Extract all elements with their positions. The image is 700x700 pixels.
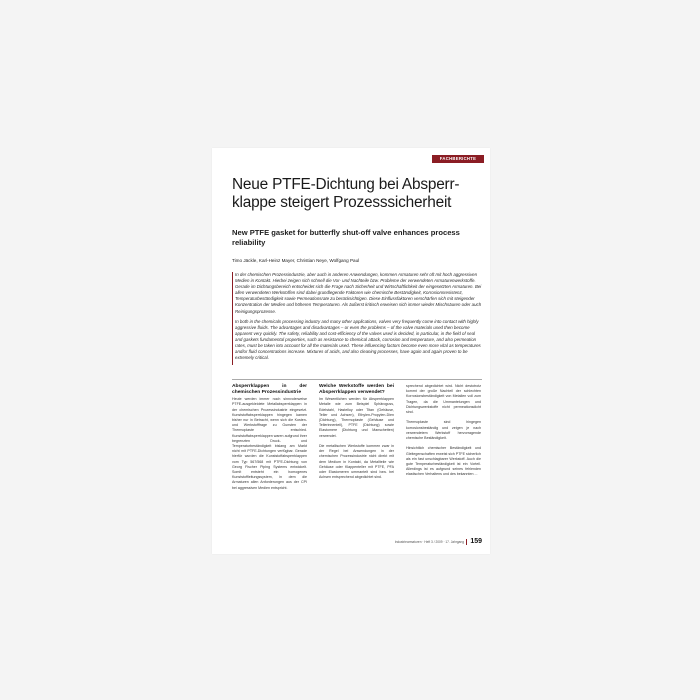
- column-text: Im Wesentlichen werden für Absperrklappen Metalle wie zum Beispiel Sphäroguss, Edelstahl, Hastelloy oder Titan (Gehäuse, Teller und Achsen), Ethylen-Propylen-Dien (Dichtung), Thermoplaste (Gehäuse und Tellerinnenteil), PTFE (Dichtung) sowie Elastomere (Dichtung und Manschetten) verwendet. Die metallischen Werkstoffe kommen zwar in der Regel bei Anwendungen in der chemischen Prozessindustrie nicht direkt mit dem Medium in Kontakt, da Metallteile wie Gehäuse oder Klappenteller mit PTFE, PFA oder Elastomeren ummantelt sind bzw. bei Achsen entsprechend abgedichtet sind.: [319, 397, 394, 480]
- page-footer: [357, 538, 482, 546]
- body-column-2: [319, 384, 394, 483]
- footer-accent-bar: [466, 539, 467, 545]
- column-divider: [232, 379, 482, 380]
- body-column-1: [232, 384, 307, 494]
- body-column-3: [406, 384, 481, 481]
- article-page: [212, 148, 490, 554]
- page-number: 159: [470, 538, 482, 545]
- column-text: Heute werden immer noch sinnvolerweise PTFE-ausgekleidete Metallabsperrklappen in der chemischen Prozessindustrie eingesetzt. Kunststoffabsperrklappen hingegen kamen bisher nur in Betracht, wenn sich die Kosten- und Werkstofffrage zu Gunsten der Thermoplaste entschied. Kunststoffabsperrklappen waren aufgrund ihrer begrenzten Druck- und Temperaturbeständigkeit bislang am Markt nicht mit PTFE-Dichtungen verfügbar. Gerade hierfür wurden die Kunststoffabsperrklappen vom Typ 567/568 mit PTFE-Dichtung von Georg Fischer Piping Systems entwickelt. Somit entsteht ein homogenes Kunststoffleitungssystem, in dem die Armaturen allen Anforderungen aus der CPI bei aggressiven Medien entspricht.: [232, 397, 307, 490]
- abstract: [232, 272, 482, 365]
- abstract-english: In both in the chemicals processing industry and many other applications, valves very frequently come into contact with highly aggressive fluids. The advantages and disadvantages – or even the problems – of the valve materials used then become apparent very quickly. The safety, reliability and cost-efficiency of the valves used is decided, in particular, in the field of seal and gaskets fundamental properties, such as resistance to chemical attack, corrosion and temperature, and also permeation rates, must be taken into account for all the materials used. These influencing factors become even more vital as temperatures and/or fluid concentrations increase. Mixtures of acids, and also cleaning processes, have again and again proven to be extremely critical.: [235, 318, 481, 361]
- section-tag: FACHBERICHTE: [432, 155, 484, 163]
- column-heading: Welche Werkstoffe werden bei Absperrklappen verwendet?: [319, 384, 394, 395]
- column-heading: Absperrklappen in der chemischen Prozessindustrie: [232, 384, 307, 395]
- article-authors: Timo Jäckle, Karl-Heinz Mayer, Christian Neye, Wolfgang Paul: [232, 258, 360, 263]
- column-text: sprechend abgedichtet wird. Nicht destotrotz kommt der große Nachteil der schlechten Korrosionsbeständigkeit von Metallen voll zum Tragen, da die Ummantelungen und Dichtungswerkstoffe nicht permeationsdicht sind. Thermoplaste sind hingegen korrosionsbeständig und zeigen je nach verwendetem Werkstoff hervorragende chemische Beständigkeit. Hinsichtlich chemischer Beständigkeit und Gleitegenschaften erweist sich PTFE sicherlich als ein fast unschlagbarer Werkstoff. Auch die gute Temperaturbeständigkeit ist ein Vorteil. Allerdings ist es aufgrund seines fehlenden elastischen Verhaltens und des bekannten ...: [406, 384, 481, 477]
- article-subtitle: New PTFE gasket for butterfly shut-off valve enhances process reliability: [232, 228, 460, 247]
- abstract-german: In der chemischen Prozessindustrie, aber auch in anderen Anwendungen, kommen Armaturen sehr oft mit hoch aggressiven Medien in Kontakt. Hierbei zeigen sich schnell die Vor- und Nachteile bzw. Probleme der verwendeten Armaturenwerkstoffe. Gerade im Dichtungsbereich entscheidet sich die Frage nach Sicherheit und Wirtschaftlichkeit der eingesetzten Armaturen. Bei allen verwendeten Werkstoffen sind dabei grundlegende Faktoren wie chemische Beständigkeit, Korrosionsresistenz, Temperaturbeständigkeit sowie Permeationsrate zu berücksichtigen. Diese Einflussfaktoren verschärfen sich mit steigender Konzentration der Medien und höheren Temperaturen. Als äußerst kritisch erweisen sich immer wieder Mischsäuren oder auch Reinigungsprozesse.: [235, 272, 482, 314]
- article-title: Neue PTFE-Dichtung bei Absperr-klappe steigert Prozesssicherheit: [232, 176, 460, 211]
- body-columns: [232, 384, 482, 534]
- journal-reference: Industriearmaturen · Heft 3 / 2009 · 17. Jahrgang: [394, 540, 464, 544]
